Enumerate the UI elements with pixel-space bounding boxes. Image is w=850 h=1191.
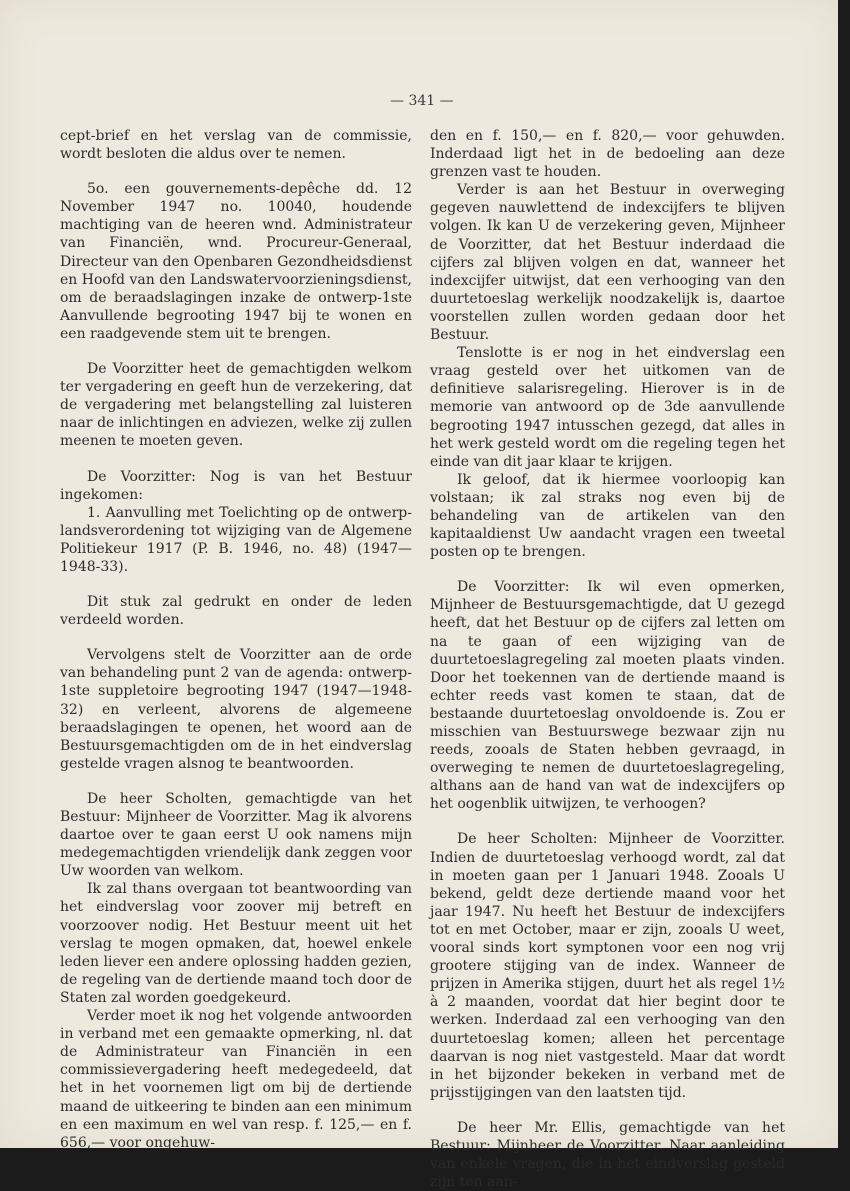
page-number: — 341 —: [390, 93, 454, 109]
paragraph: 1. Aanvulling met Toelichting op de ontwerp-landsverordening tot wijziging van de Algemene Politiekeur 1917 (P. B. 1946, no. 48) (1947—1948-33).: [60, 504, 412, 575]
paragraph: De heer Mr. Ellis, gemachtigde van het Bestuur: Mijnheer de Voorzitter. Naar aanleiding van enkele vragen, die in het eindverslag gesteld zijn ten aan-: [430, 1119, 785, 1191]
paragraph: Ik zal thans overgaan tot beantwoording van het eindverslag voor zoover mij betreft en voorzoover nodig. Het Bestuur meent uit het verslag te mogen opmaken, dat, hoewel enkele leden liever een andere oplossing hadden gezien, de regeling van de dertiende maand toch door de Staten zal worden goedgekeurd.: [60, 881, 412, 1006]
paragraph: De Voorzitter: Nog is van het Bestuur ingekomen:: [60, 468, 412, 503]
left-column: [60, 127, 412, 1152]
paragraph: Ik geloof, dat ik hiermee voorloopig kan volstaan; ik zal straks nog even bij de behandeling van de artikelen van den kapitaaldienst Uw aandacht vragen een tweetal posten op te brengen.: [430, 471, 785, 561]
paragraph: De heer Scholten: Mijnheer de Voorzitter. Indien de duurtetoeslag verhoogd wordt, zal dat in moeten gaan per 1 Januari 1948. Zooals U bekend, geldt deze dertiende maand voor het jaar 1947. Nu heeft het Bestuur de indexcijfers tot en met October, maar er zijn, zooals U weet, vooral sinds kort symptonen voor een nog vrij grootere stijging van de index. Wanneer de prijzen in Amerika stijgen, duurt het als regel 1½ à 2 maanden, voordat dat hier begint door te werken. Inderdaad zal een verhooging van den duurtetoeslag komen; alleen het percentage daarvan is nog niet vastgesteld. Maar dat wordt in het bijzonder bekeken in verband met de prijsstijgingen van den laatsten tijd.: [430, 831, 785, 1101]
paragraph: cept-brief en het verslag van de commissie, wordt besloten die aldus over te nemen.: [60, 128, 412, 163]
right-column: [430, 127, 785, 1191]
paragraph: Verder moet ik nog het volgende antwoorden in verband met een gemaakte opmerking, nl. dat de Administrateur van Financiën in een commissievergadering heeft medegedeeld, dat het in het voornemen ligt om bij de dertiende maand de uitkeering te binden aan een minimum en een maximum en wel van resp. f. 125,— en f. 656,— voor ongehuw-: [60, 1008, 412, 1151]
paragraph: Dit stuk zal gedrukt en onder de leden verdeeld worden.: [60, 594, 412, 629]
paragraph: De Voorzitter: Ik wil even opmerken, Mijnheer de Bestuursgemachtigde, dat U gezegd heeft, dat het Bestuur op de cijfers zal letten om na te gaan of een wijziging van de duurtetoeslagregeling zal moeten plaats vinden. Door het toekennen van de dertiende maand is echter reeds vast komen te staan, dat de bestaande duurtetoeslag onvoldoende is. Zou er misschien van Bestuurswege bezwaar zijn nu reeds, zooals de Staten hebben gevraagd, in overweging te nemen de duurtetoeslagregeling, althans aan de hand van wat de indexcijfers op het oogenblik uitwijzen, te verhoogen?: [430, 579, 785, 813]
paragraph: De heer Scholten, gemachtigde van het Bestuur: Mijnheer de Voorzitter. Mag ik alvorens daartoe over te gaan eerst U ook namens mijn medegemachtigden vriendelijk dank zeggen voor Uw woorden van welkom.: [60, 790, 412, 880]
paragraph: 5o. een gouvernements-depêche dd. 12 November 1947 no. 10040, houdende machtiging van de heeren wnd. Administrateur van Financiën, wnd. Procureur-Generaal, Directeur van den Openbaren Gezondheidsdienst en Hoofd van den Landswatervoorzieningsdienst, om de beraadslagingen inzake de ontwerp-1ste Aanvullende begrooting 1947 bij te wonen en een raadgevende stem uit te brengen.: [60, 181, 412, 342]
paragraph: De Voorzitter heet de gemachtigden welkom ter vergadering en geeft hun de verzekering, dat de vergadering met belangstelling zal luisteren naar de inlichtingen en adviezen, welke zij zullen meenen te moeten geven.: [60, 361, 412, 450]
paragraph: Verder is aan het Bestuur in overweging gegeven nauwlettend de indexcijfers te blijven volgen. Ik kan U de verzekering geven, Mijnheer de Voorzitter, dat het Bestuur inderdaad die cijfers zal blijven volgen en dat, wanneer het indexcijfer uitwijst, dat een verhooging van den duurtetoeslag werkelijk noodzakelijk is, daartoe voorstellen zullen worden gedaan door het Bestuur.: [430, 182, 785, 344]
paragraph: Tenslotte is er nog in het eindverslag een vraag gesteld over het uitkomen van de definitieve salarisregeling. Hierover is in de memorie van antwoord op de 3de aanvullende begrooting 1947 intusschen gezegd, dat alles in het werk gesteld wordt om die regeling tegen het einde van dit jaar klaar te krijgen.: [430, 345, 785, 470]
paragraph: Vervolgens stelt de Voorzitter aan de orde van behandeling punt 2 van de agenda: ontwerp-1ste suppletoire begrooting 1947 (1947—1948-32) en verleent, alvorens de algemeene beraadslagingen te openen, het woord aan de Bestuursgemachtigden om de in het eindverslag gestelde vragen alsnog te beantwoorden.: [60, 647, 412, 772]
paragraph: den en f. 150,— en f. 820,— voor gehuwden. Inderdaad ligt het in de bedoeling aan deze grenzen vast te houden.: [430, 128, 785, 181]
